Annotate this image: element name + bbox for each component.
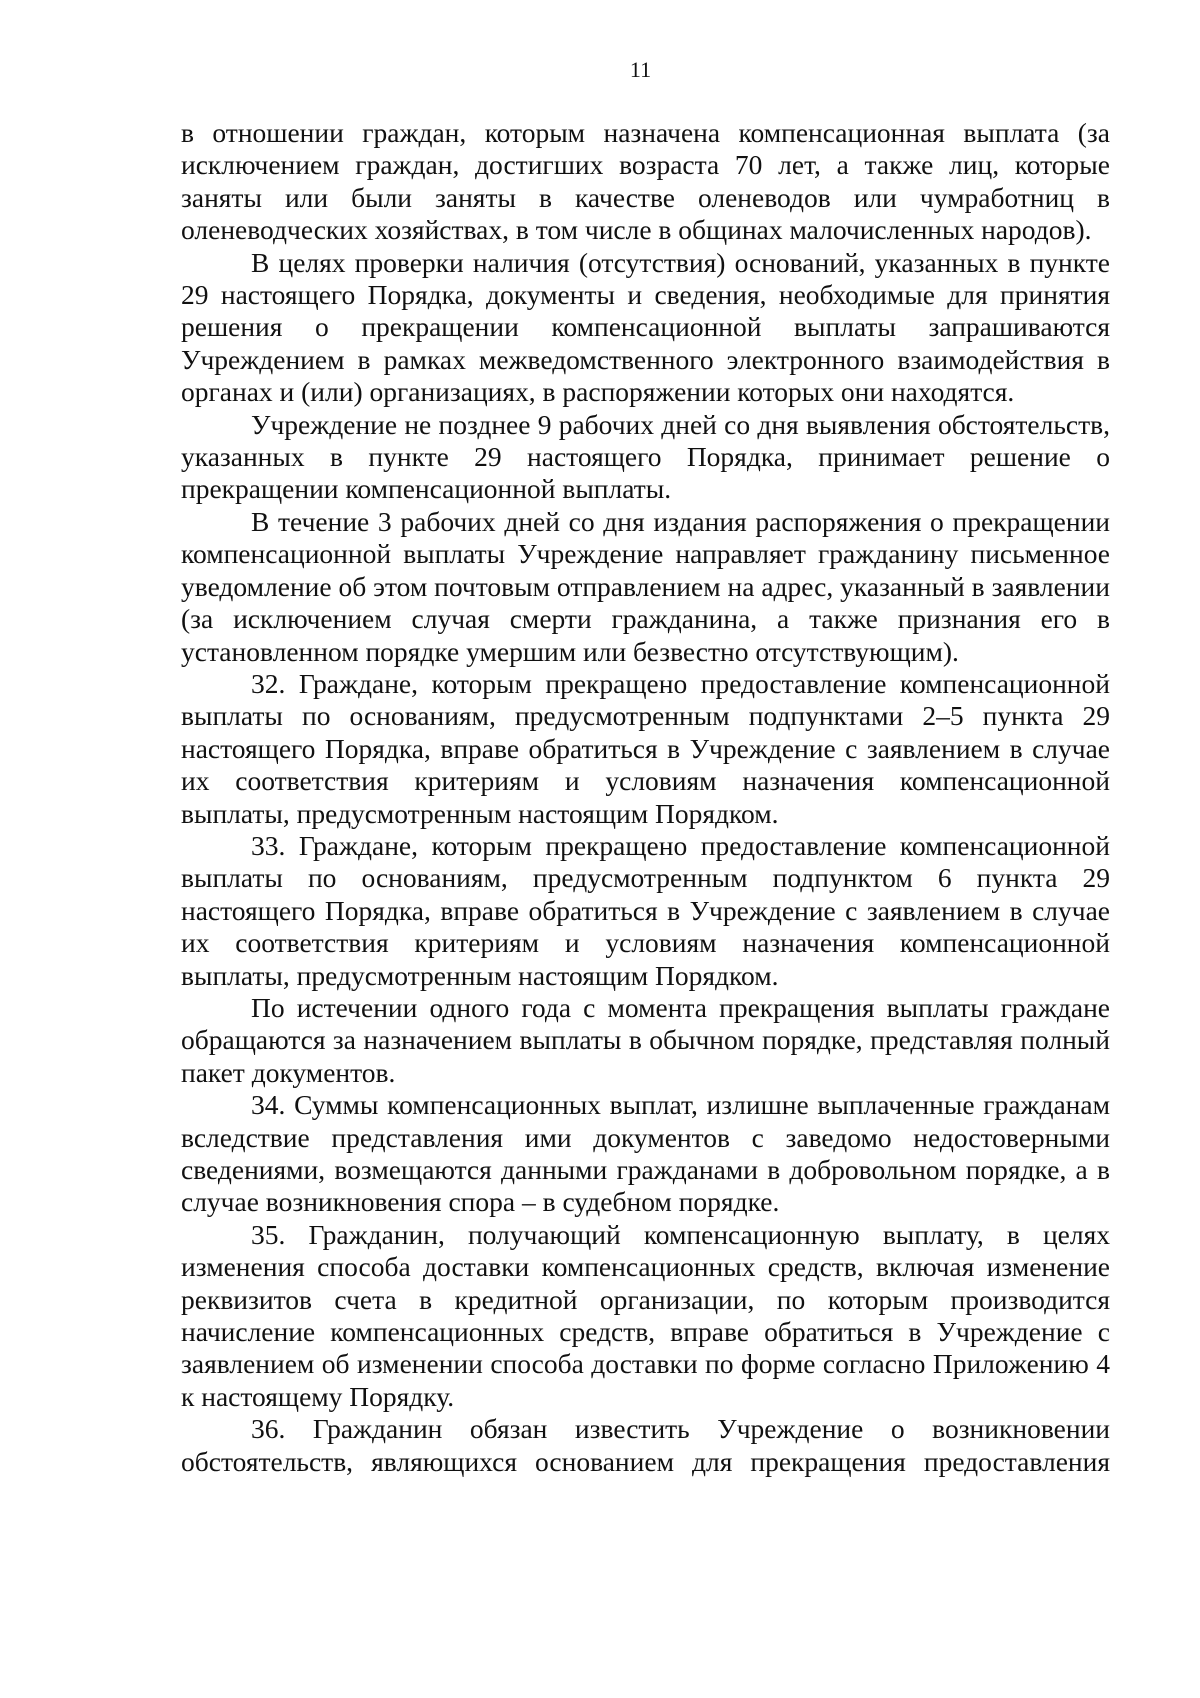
paragraph-item-32: 32. Граждане, которым прекращено предоставление компенсационной выплаты по основаниям, предусмотренным подпунктами 2–5 пункта 29 настоящего Порядка, вправе обратиться в Учреждение с заявлением в случае их соответствия критериям и условиям назначения компенсационной выплаты, предусмотренным настоящим Порядком. <box>181 667 1110 829</box>
paragraph-decision: Учреждение не позднее 9 рабочих дней со дня выявления обстоятельств, указанных в пункте 29 настоящего Порядка, принимает решение о прекращении компенсационной выплаты. <box>181 408 1110 505</box>
paragraph-item-33: 33. Граждане, которым прекращено предоставление компенсационной выплаты по основаниям, предусмотренным подпунктом 6 пункта 29 настоящего Порядка, вправе обратиться в Учреждение с заявлением в случае их соответствия критериям и условиям назначения компенсационной выплаты, предусмотренным настоящим Порядком. <box>181 829 1110 991</box>
paragraph-notification: В течение 3 рабочих дней со дня издания распоряжения о прекращении компенсационной выплаты Учреждение направляет гражданину письменное уведомление об этом почтовым отправлением на адрес, указанный в заявлении (за исключением случая смерти гражданина, а также признания его в установленном порядке умершим или безвестно отсутствующим). <box>181 505 1110 667</box>
paragraph-item-35: 35. Гражданин, получающий компенсационную выплату, в целях изменения способа доставки компенсационных средств, включая изменение реквизитов счета в кредитной организации, по которым производится начисление компенсационных средств, вправе обратиться в Учреждение с заявлением об изменении способа доставки по форме согласно Приложению 4 к настоящему Порядку. <box>181 1218 1110 1412</box>
paragraph-continuation: в отношении граждан, которым назначена компенсационная выплата (за исключением граждан, достигших возраста 70 лет, а также лиц, которые заняты или были заняты в качестве оленеводов или чумработниц в оленеводческих хозяйствах, в том числе в общинах малочисленных народов). <box>181 117 1110 246</box>
paragraph-item-34: 34. Суммы компенсационных выплат, излишне выплаченные гражданам вследствие представления ими документов с заведомо недостоверными сведениями, возмещаются данными гражданами в добровольном порядке, а в случае возникновения спора – в судебном порядке. <box>181 1089 1110 1218</box>
paragraph-item-36: 36. Гражданин обязан известить Учреждение о возникновении обстоятельств, являющихся основанием для прекращения предоставления <box>181 1413 1110 1477</box>
page-number: 11 <box>629 57 652 82</box>
paragraph-one-year: По истечении одного года с момента прекращения выплаты граждане обращаются за назначением выплаты в обычном порядке, представляя полный пакет документов. <box>181 991 1110 1088</box>
paragraph-verification: В целях проверки наличия (отсутствия) оснований, указанных в пункте 29 настоящего Порядка, документы и сведения, необходимые для принятия решения о прекращении компенсационной выплаты запрашиваются Учреждением в рамках межведомственного электронного взаимодействия в органах и (или) организациях, в распоряжении которых они находятся. <box>181 246 1110 408</box>
document-body <box>181 117 1110 1478</box>
